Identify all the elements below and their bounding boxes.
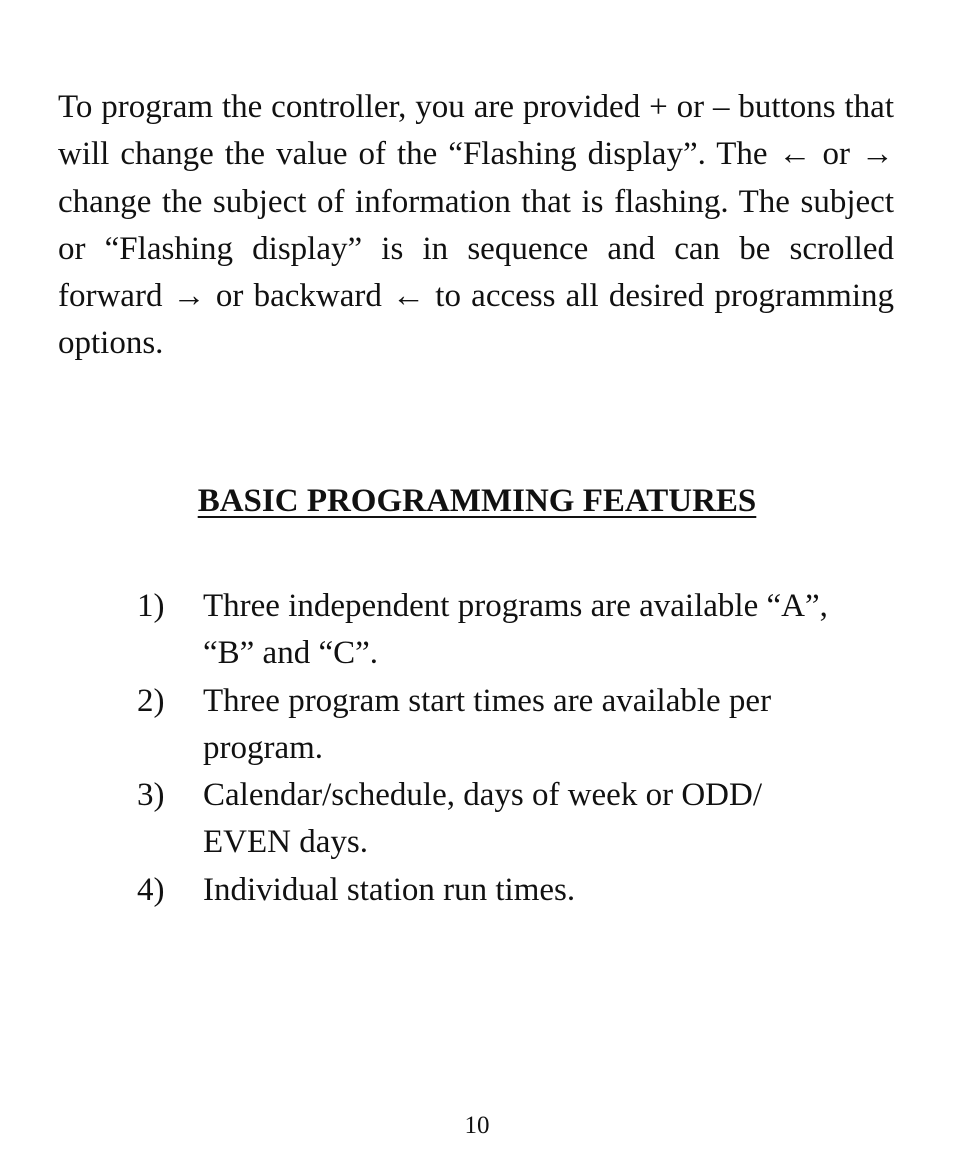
section-heading-text: BASIC PROGRAMMING FEATURES [197,483,757,519]
intro-paragraph: To program the controller, you are provided + or – buttons that will change the value of the “Flashing display”. The ← or → change the subject of information that is flashing. The subject or “Flashing display” is in sequence and can be scrolled forward → or backward ← to access all desired programming options. [58,89,894,362]
list-item-number: 3) [137,777,165,814]
list-item [137,583,857,678]
feature-list [137,583,857,914]
list-item-text: Three independent programs are available “A”, “B” and “C”. [203,588,828,672]
section-heading [0,476,954,526]
list-item-text: Calendar/schedule, days of week or ODD/ EVEN days. [203,777,762,861]
list-item [137,772,857,867]
list-item-text: Individual station run times. [203,871,576,908]
list-item [137,867,857,914]
list-item [137,678,857,773]
page-number: 10 [464,1112,490,1139]
list-item-text: Three program start times are available per program. [203,682,772,766]
list-item-number: 1) [137,588,165,624]
list-item-number: 2) [137,682,165,719]
list-item-number: 4) [137,871,165,908]
